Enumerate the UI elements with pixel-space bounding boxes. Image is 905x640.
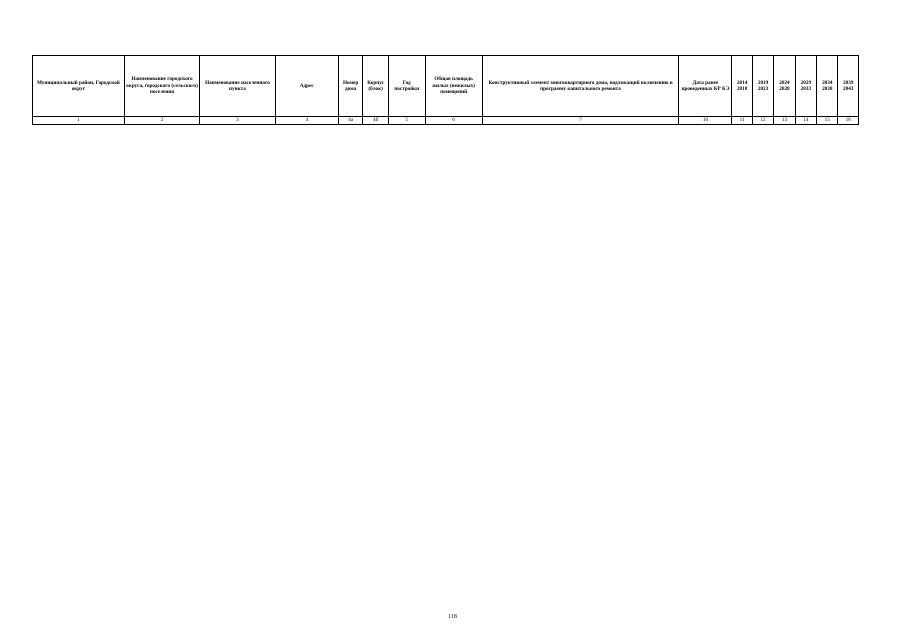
- page-number: 118: [448, 614, 457, 620]
- capital-repair-table: [32, 55, 859, 125]
- column-number: 4а: [338, 117, 362, 125]
- column-number: 14: [795, 117, 816, 125]
- column-number: 6: [425, 117, 482, 125]
- column-header: 2034 2038: [817, 56, 838, 117]
- column-header: 2024 2028: [774, 56, 795, 117]
- column-numbers-row: [33, 117, 859, 125]
- column-header: Конструктивный элемент многоквартирного дома, подлежащий включению в программу капитального ремонта: [482, 56, 679, 117]
- column-header: Дата ранее проведенных КР КЭ: [679, 56, 732, 117]
- column-number: 2: [124, 117, 199, 125]
- column-number: 15: [817, 117, 838, 125]
- column-header: 2039 2043: [838, 56, 859, 117]
- column-number: 12: [752, 117, 773, 125]
- column-number: 10: [679, 117, 732, 125]
- column-number: 1: [33, 117, 125, 125]
- column-header: Год постройки: [388, 56, 425, 117]
- column-number: 4: [275, 117, 338, 125]
- table-body: [33, 117, 859, 125]
- column-number: 5: [388, 117, 425, 125]
- column-header: Номер дома: [338, 56, 362, 117]
- column-number: 7: [482, 117, 679, 125]
- column-number: 3: [200, 117, 275, 125]
- column-header: Муниципальный район, Городской округ: [33, 56, 125, 117]
- column-number: 13: [774, 117, 795, 125]
- column-header: Наименование городского округа, городского (сельского) поселения: [124, 56, 199, 117]
- header-row: [33, 56, 859, 117]
- column-number: 11: [732, 117, 752, 125]
- column-header: 2019 2023: [752, 56, 773, 117]
- table-header: [33, 56, 859, 117]
- column-header: Адрес: [275, 56, 338, 117]
- column-header: Наименование населенного пункта: [200, 56, 275, 117]
- column-number: 4б: [363, 117, 388, 125]
- column-header: 2014 2018: [732, 56, 752, 117]
- column-number: 16: [838, 117, 859, 125]
- column-header: Общая площадь жилых (нежилых) помещений: [425, 56, 482, 117]
- column-header: 2029 2033: [795, 56, 816, 117]
- column-header: Корпус (блок): [363, 56, 388, 117]
